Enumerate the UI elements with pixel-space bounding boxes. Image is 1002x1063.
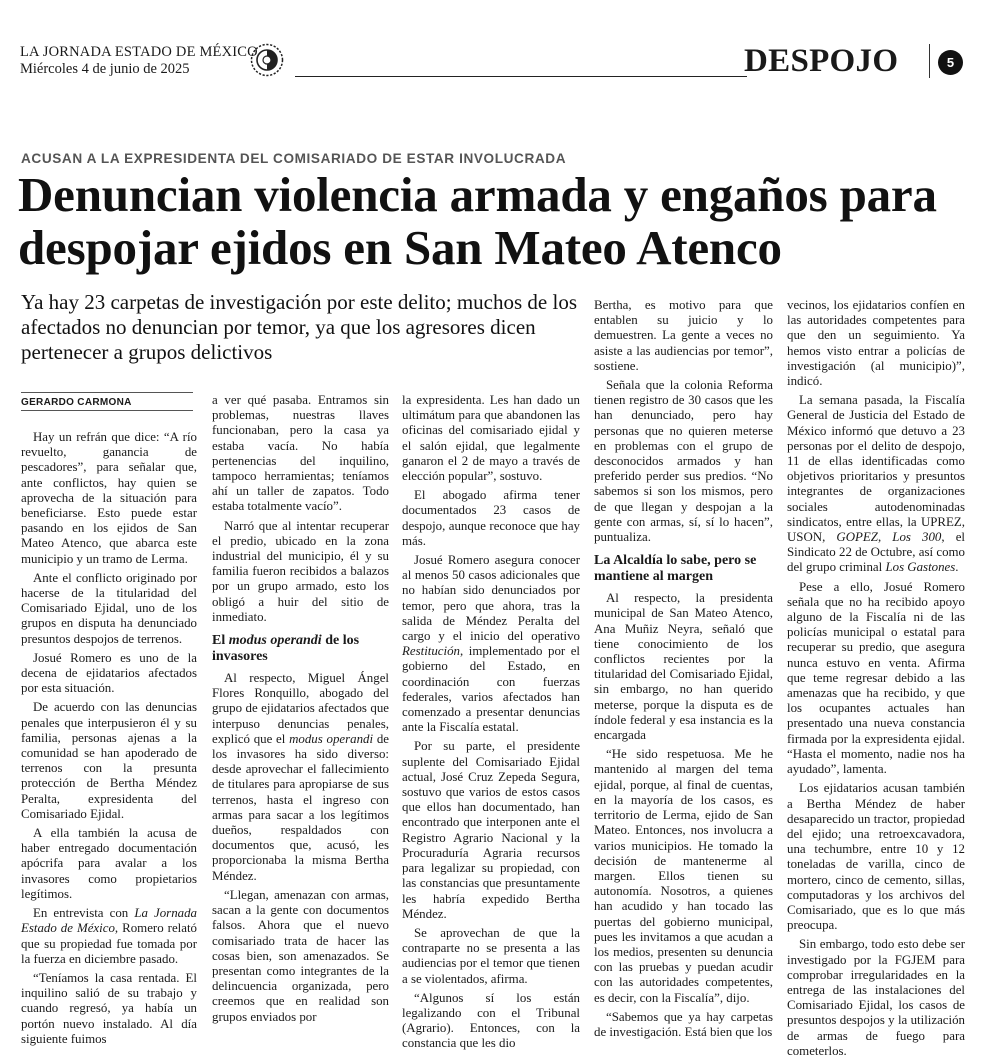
article-column-4: [594, 298, 773, 1044]
paragraph: “He sido respetuosa. Me he mantenido al margen del tema ejidal, porque, al final de cuentas, en la mayoría de los casos, es territorio de Lerma, ejido de San Mateo. Entonces, nos involucra a varios municipios. He tomado la decisión de mantenerme al margen. Ellos tienen su autonomía. Nosotros, a quienes han acudido y han tocado las puertas del gobierno municipal, pues les invitamos a que acudan a los medios, presenten su denuncia con las pruebas y puedan acudir con las autoridades competentes, es decir, con la Fiscalía”, dijo.: [594, 747, 773, 1005]
paragraph: De acuerdo con las denuncias penales que interpusieron él y su familia, personas ajenas a la comunidad se han apoderado de terrenos con la presunta protección de Bertha Méndez Peralta, expresidenta del Comisariado Ejidal.: [21, 700, 197, 821]
paragraph: “Algunos sí los están legalizando con el Tribunal (Agrario). Entonces, con la constancia que les dio: [402, 990, 580, 1051]
section-title: DESPOJO: [744, 43, 899, 79]
paragraph: Al respecto, Miguel Ángel Flores Ronquillo, abogado del grupo de ejidatarios afectados que interpuso denuncias penales, explicó que el modus operandi de los invasores ha sido diverso: desde aprovechar el fallecimiento de titulares para apropiarse de sus terrenos, hasta el ingreso con armas para sacar a los legítimos dueños, respaldados con documentos que, acusó, les proporcionaba la misma Bertha Méndez.: [212, 671, 389, 883]
newspaper-logo-icon: [250, 43, 284, 77]
paragraph: “Teníamos la casa rentada. El inquilino salió de su trabajo y cuando regresó, ya había un portón nuevo instalado. Al día siguiente fuimos: [21, 970, 197, 1046]
masthead: [20, 40, 982, 82]
paragraph: Bertha, es motivo para que entablen su juicio y lo demuestren. La gente a veces no asiste a las audiencias por temor”, sostiene.: [594, 298, 773, 373]
paragraph: La semana pasada, la Fiscalía General de Justicia del Estado de México informó que detuvo a 23 personas por el delito de despojo, 11 de ellas identificadas como objetivos prioritarios y presuntos integrantes de organizaciones sociales autodenominadas sindicatos, entre ellas, la UPREZ, USON, GOPEZ, Los 300, el Sindicato 22 de Octubre, así como del grupo criminal Los Gastones.: [787, 393, 965, 575]
paragraph: Los ejidatarios acusan también a Bertha Méndez de haber desaparecido un tractor, propiedad del ejido; una retroexcavadora, una techumbre, entre 10 y 12 toneladas de varilla, cinco de mortero, cinco de cemento, sillas, computadoras y los archivos del Comisariado, que es lo que más preocupa.: [787, 781, 965, 933]
byline-rule-bottom: [21, 410, 193, 411]
paragraph: Ante el conflicto originado por hacerse de la titularidad del Comisariado Ejidal, uno de los grupos en disputa ha denunciado presuntos despojos de terrenos.: [21, 570, 197, 646]
paragraph: a ver qué pasaba. Entramos sin problemas, nuestras llaves funcionaban, pero la casa ya estaba vacía. No había pertenencias del inquilino, tampoco herramientas; teníamos ahí un taller de zapatos. Todo estaba totalmente vacío”.: [212, 393, 389, 514]
article-column-2: [212, 393, 389, 1029]
paragraph: Josué Romero asegura conocer al menos 50 casos adicionales que no habían sido denunciados por temor, pero que ahora, tras la salida de Méndez Peralta del cargo y el inicio del operativo Restitución, implementado por el gobierno del Estado, en coordinación con fuerzas federales, varios afectados han comenzado a presentar denuncias ante la Fiscalía estatal.: [402, 553, 580, 735]
paragraph: Sin embargo, todo esto debe ser investigado por la FGJEM para comprobar irregularidades en la entrega de las instalaciones del Comisariado Ejidal, los casos de presuntos despojos y la utilización de armas de fuego para cometerlos.: [787, 937, 965, 1058]
paragraph: vecinos, los ejidatarios confíen en las autoridades competentes para que den un seguimiento. Ya hemos visto entrar a policías de investigación (al municipio)”, indicó.: [787, 298, 965, 389]
paragraph: Josué Romero es uno de la decena de ejidatarios afectados por esta situación.: [21, 650, 197, 696]
article-headline: Denuncian violencia armada y engaños para despojar ejidos en San Mateo Atenco: [18, 167, 937, 275]
paragraph: Por su parte, el presidente suplente del Comisariado Ejidal actual, José Cruz Zepeda Segura, sostuvo que varios de estos casos que ellos han documentado, han encontrado que interponen ante el Registro Agrario Nacional y la Procuraduría Agraria recursos para legalizar su propiedad, con las constancias que presuntamente les habría expedido Bertha Méndez.: [402, 739, 580, 921]
article-kicker: ACUSAN A LA EXPRESIDENTA DEL COMISARIADO DE ESTAR INVOLUCRADA: [21, 151, 567, 166]
article-column-1: [21, 430, 197, 1051]
article-column-3: [402, 393, 580, 1056]
page-number-badge: 5: [938, 50, 963, 75]
article-deck: Ya hay 23 carpetas de investigación por este delito; muchos de los afectados no denuncian por temor, ya que los agresores dicen pertenecer a grupos delictivos: [21, 290, 577, 364]
masthead-rule: [295, 76, 747, 77]
paragraph: El abogado afirma tener documentados 23 casos de despojo, aunque reconoce que hay más.: [402, 488, 580, 548]
subheading: El modus operandi de los invasores: [212, 633, 360, 665]
paragraph: “Sabemos que ya hay carpetas de investigación. Está bien que los: [594, 1009, 773, 1039]
paragraph: Pese a ello, Josué Romero señala que no ha recibido apoyo alguno de la Fiscalía ni de las policías municipal o estatal para recuperar su predio, que asegura nunca estuvo en venta. Afirma que teme regresar debido a las amenazas que ha recibido, y que los ocupantes actuales han presentado una nueva constancia firmada por la expresidenta ejidal. “Hasta el momento, nadie nos ha ayudado”, lamenta.: [787, 579, 965, 777]
paragraph: la expresidenta. Les han dado un ultimátum para que abandonen las oficinas del comisariado ejidal y el salón ejidal, que legalmente ganaron el 2 de mayo a través de elección popular”, sostuvo.: [402, 393, 580, 484]
masthead-divider: [929, 44, 930, 78]
byline-rule-top: [21, 392, 193, 393]
article-column-5: [787, 298, 965, 1063]
paragraph: Hay un refrán que dice: “A río revuelto, ganancia de pescadores”, para señalar que, ante conflictos, hay quien se aprovecha de la situación para beneficiarse. Esto puede estar pasando en los ejidos de San Mateo Atenco, que abarca este municipio y un tramo de Lerma.: [21, 430, 197, 566]
article-byline: GERARDO CARMONA: [21, 397, 132, 408]
paragraph: Narró que al intentar recuperar el predio, ubicado en la zona industrial del municipio, él y su familia fueron recibidos a balazos por un grupo armado, esto los obligó a huir del sitio de inmediato.: [212, 518, 389, 624]
paragraph: En entrevista con La Jornada Estado de México, Romero relató que su propiedad fue tomada por la fuerza en diciembre pasado.: [21, 906, 197, 966]
paragraph: Señala que la colonia Reforma tienen registro de 30 casos que les han denunciado, pero hay personas que no quieren meterse en problemas con el grupo de desconocidos armados y han preferido perder sus predios. “No sabemos si son los mismos, pero de que llegan y despojan a la gente con armas, sí, sí lo hacen”, puntualiza.: [594, 378, 773, 545]
subheading: La Alcaldía lo sabe, pero se mantiene al margen: [594, 553, 757, 585]
paragraph: A ella también la acusa de haber entregado documentación apócrifa para avalar a los invasores como propietarios legítimos.: [21, 826, 197, 901]
paragraph: Se aprovechan de que la contraparte no se presenta a las audiencias por el temor que tienen a se violentados, afirma.: [402, 925, 580, 986]
paragraph: Al respecto, la presidenta municipal de San Mateo Atenco, Ana Muñiz Neyra, señaló que tiene conocimiento de los conflictos recientes por la titularidad del Comisariado Ejidal, sin embargo, no han querido meterse, porque la disputa es de índole federal y esa instancia es la encargada: [594, 591, 773, 743]
publication-name: LA JORNADA ESTADO DE MÉXICO: [20, 44, 258, 60]
publication-date: Miércoles 4 de junio de 2025: [20, 61, 190, 77]
paragraph: “Llegan, amenazan con armas, sacan a la gente con documentos falsos. Ahora que el nuevo comisariado trata de hacer las cosas bien, son amenazados. Se presentan como integrantes de la delincuencia organizada, pero creemos que en realidad son grupos enviados por: [212, 887, 389, 1024]
